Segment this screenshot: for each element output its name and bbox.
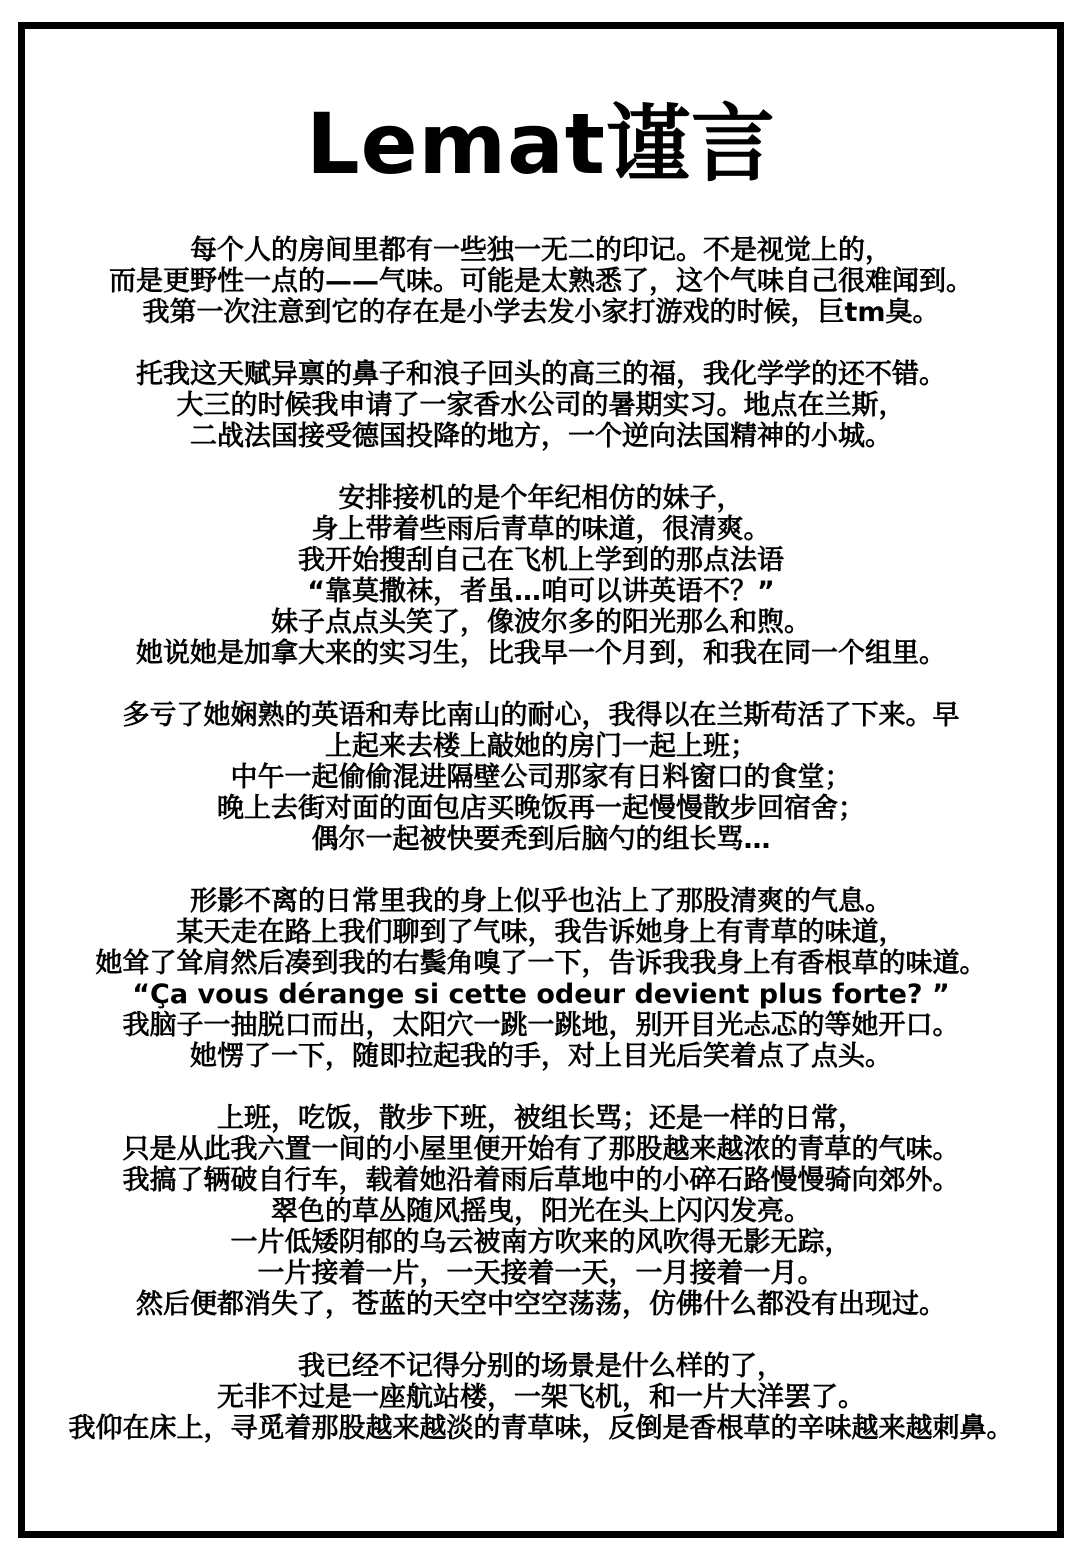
text-line: 二战法国接受德国投降的地方，一个逆向法国精神的小城。 <box>190 421 892 453</box>
paragraph-2 <box>39 359 1043 452</box>
text-line: 而是更野性一点的——气味。可能是太熟悉了，这个气味自己很难闻到。 <box>109 266 973 298</box>
text-line: 她说她是加拿大来的实习生，比我早一个月到，和我在同一个组里。 <box>136 638 946 670</box>
paragraph-3 <box>39 483 1043 669</box>
paragraph-4 <box>39 700 1043 855</box>
text-line: 我仰在床上，寻觅着那股越来越淡的青草味，反倒是香根草的辛味越来越刺鼻。 <box>68 1413 1014 1445</box>
text-line: 身上带着些雨后青草的味道，很清爽。 <box>311 514 771 546</box>
text-line: 托我这天赋异禀的鼻子和浪子回头的高三的福，我化学学的还不错。 <box>136 359 946 391</box>
text-line: 只是从此我六置一间的小屋里便开始有了那股越来越浓的青草的气味。 <box>122 1134 960 1166</box>
text-line: 形影不离的日常里我的身上似乎也沾上了那股清爽的气息。 <box>190 886 892 918</box>
text-line-french-quote: “Ça vous dérange si cette odeur devient plus forte? ” <box>132 979 950 1011</box>
page-title: Lemat谨言 <box>306 95 776 193</box>
text-line: 一片低矮阴郁的乌云被南方吹来的风吹得无影无踪， <box>230 1227 852 1259</box>
text-line: 我开始搜刮自己在飞机上学到的那点法语 <box>298 545 784 577</box>
text-line: 无非不过是一座航站楼，一架飞机，和一片大洋罢了。 <box>217 1382 865 1414</box>
paragraph-1 <box>39 235 1043 328</box>
text-line: 一片接着一片，一天接着一天，一月接着一月。 <box>257 1258 825 1290</box>
text-line: 多亏了她娴熟的英语和寿比南山的耐心，我得以在兰斯苟活了下来。早 <box>122 700 960 732</box>
text-line: 大三的时候我申请了一家香水公司的暑期实习。地点在兰斯， <box>176 390 906 422</box>
text-line: 某天走在路上我们聊到了气味，我告诉她身上有青草的味道， <box>176 917 906 949</box>
text-line: 翠色的草丛随风摇曳，阳光在头上闪闪发亮。 <box>271 1196 811 1228</box>
text-line: 她愣了一下，随即拉起我的手，对上目光后笑着点了点头。 <box>190 1041 892 1073</box>
text-line: 中午一起偷偷混进隔壁公司那家有日料窗口的食堂； <box>230 762 852 794</box>
text-line: 上班，吃饭，散步下班，被组长骂；还是一样的日常， <box>217 1103 865 1135</box>
paragraph-6 <box>39 1103 1043 1320</box>
text-line: 每个人的房间里都有一些独一无二的印记。不是视觉上的， <box>190 235 892 267</box>
text-line: 她耸了耸肩然后凑到我的右鬓角嗅了一下，告诉我我身上有香根草的味道。 <box>95 948 987 980</box>
paragraph-7 <box>39 1351 1043 1444</box>
text-line: 我脑子一抽脱口而出，太阳穴一跳一跳地，别开目光忐忑的等她开口。 <box>122 1010 960 1042</box>
document-border-frame <box>18 22 1064 1538</box>
text-line: 我搞了辆破自行车，载着她沿着雨后草地中的小碎石路慢慢骑向郊外。 <box>122 1165 960 1197</box>
text-line: 安排接机的是个年纪相仿的妹子， <box>338 483 744 515</box>
text-line: 偶尔一起被快要秃到后脑勺的组长骂… <box>311 824 771 856</box>
text-line: 上起来去楼上敲她的房门一起上班； <box>325 731 757 763</box>
text-line: 我已经不记得分别的场景是什么样的了， <box>298 1351 784 1383</box>
text-line: 然后便都消失了，苍蓝的天空中空空荡荡，仿佛什么都没有出现过。 <box>136 1289 946 1321</box>
text-line: 妹子点点头笑了，像波尔多的阳光那么和煦。 <box>271 607 811 639</box>
text-line: 晚上去街对面的面包店买晚饭再一起慢慢散步回宿舍； <box>217 793 865 825</box>
text-line: 我第一次注意到它的存在是小学去发小家打游戏的时候，巨tm臭。 <box>142 297 940 329</box>
essay-body <box>25 235 1057 1444</box>
paragraph-5 <box>39 886 1043 1072</box>
text-line-quote: “靠莫撒袜，者虽…咱可以讲英语不？” <box>307 576 775 608</box>
